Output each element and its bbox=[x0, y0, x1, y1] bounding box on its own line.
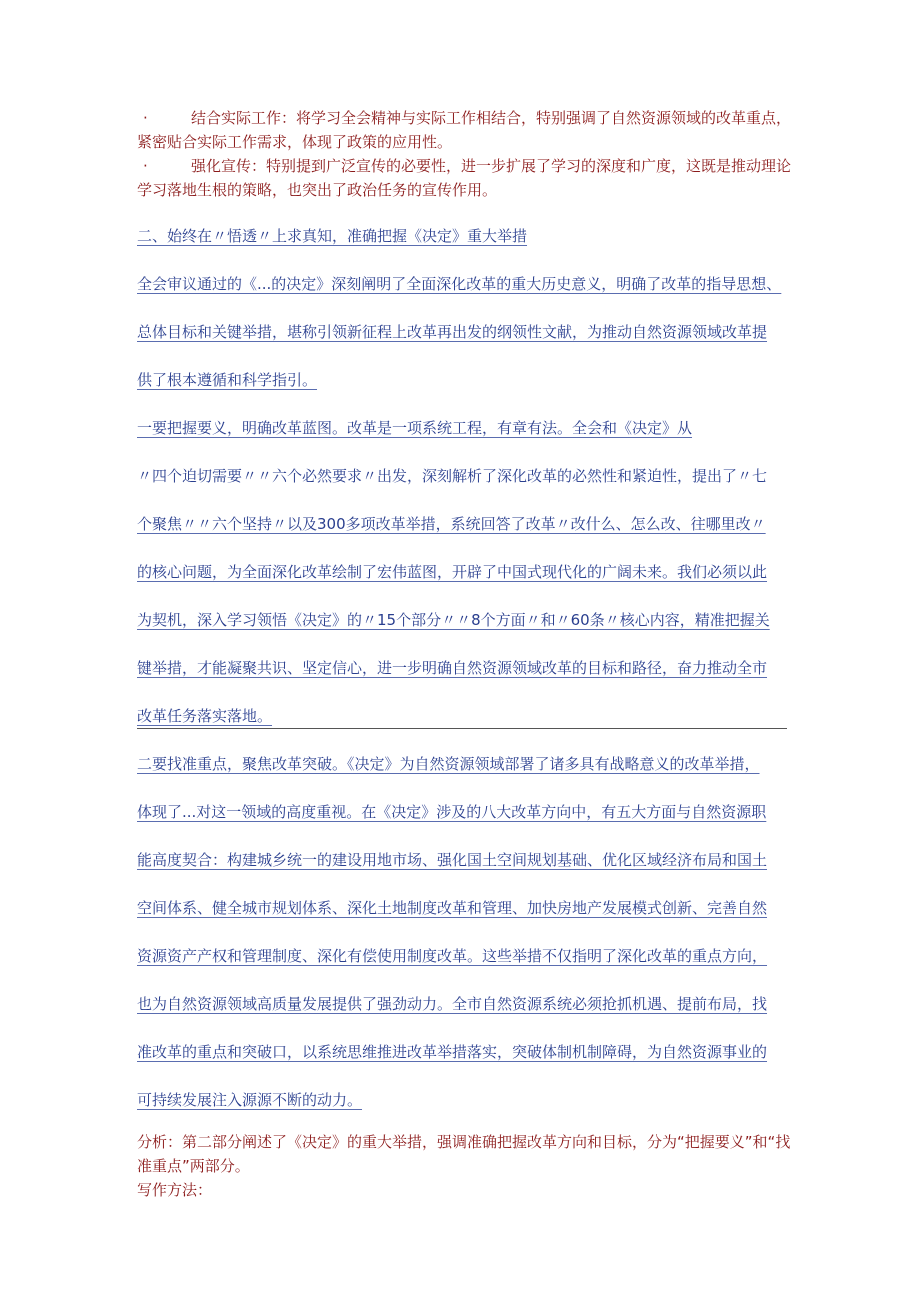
bullet-item bbox=[137, 106, 797, 154]
section-heading: 二、始终在〃悟透〃上求真知，准确把握《决定》重大举措 bbox=[137, 227, 528, 245]
bullet-text: 结合实际工作：将学习全会精神与实际工作相结合，特别强调了自然资源领域的改革重点，紧密贴合实际工作需求，体现了政策的应用性。 bbox=[137, 109, 792, 151]
point1-line: 键举措，才能凝聚共识、坚定信心，进一步明确自然资源领域改革的目标和路径，奋力推动全市 bbox=[137, 659, 768, 677]
point1-line: 一要把握要义，明确改革蓝图。改革是一项系统工程，有章有法。全会和《决定》从 bbox=[137, 419, 693, 437]
point2-line: 体现了...对这一领域的高度重视。在《决定》涉及的八大改革方向中，有五大方面与自然资源职 bbox=[137, 803, 767, 821]
point1-line: 改革任务落实落地。 bbox=[137, 707, 273, 725]
intro-line: 总体目标和关键举措，堪称引领新征程上改革再出发的纲领性文献，为推动自然资源领域改革提 bbox=[137, 323, 768, 341]
writing-method-heading: 写作方法： bbox=[137, 1181, 213, 1199]
intro-line: 供了根本遵循和科学指引。 bbox=[137, 371, 318, 389]
point2-line: 资源资产产权和管理制度、深化有偿使用制度改革。这些举措不仅指明了深化改革的重点方向， bbox=[137, 947, 768, 965]
bullet-text: 强化宣传：特别提到广泛宣传的必要性，进一步扩展了学习的深度和广度，这既是推动理论学习落地生根的策略，也突出了政治任务的宣传作用。 bbox=[137, 157, 792, 199]
point2-line: 二要找准重点，聚焦改革突破。《决定》为自然资源领域部署了诸多具有战略意义的改革举措， bbox=[137, 755, 760, 773]
point2-line: 准改革的重点和突破口，以系统思维推进改革举措落实，突破体制机制障碍，为自然资源事业的 bbox=[137, 1043, 768, 1061]
bullet-dot: · bbox=[143, 157, 148, 175]
point1-line: 个聚焦〃〃六个坚持〃以及300多项改革举措，系统回答了改革〃改什么、怎么改、往哪里改〃 bbox=[137, 515, 766, 533]
bullet-item bbox=[137, 154, 797, 202]
bullet-dot: · bbox=[143, 109, 148, 127]
point2-line: 空间体系、健全城市规划体系、深化土地制度改革和管理、加快房地产发展模式创新、完善自然 bbox=[137, 899, 768, 917]
point2-line: 也为自然资源领域高质量发展提供了强劲动力。全市自然资源系统必须抢抓机遇、提前布局，找 bbox=[137, 995, 768, 1013]
intro-line: 全会审议通过的《...的决定》深刻阐明了全面深化改革的重大历史意义，明确了改革的指导思想、 bbox=[137, 275, 782, 293]
point1-line: 的核心问题，为全面深化改革绘制了宏伟蓝图，开辟了中国式现代化的广阔未来。我们必须以此 bbox=[137, 563, 768, 581]
point2-line: 可持续发展注入源源不断的动力。 bbox=[137, 1091, 363, 1109]
analysis-paragraph: 分析：第二部分阐述了《决定》的重大举措，强调准确把握改革方向和目标，分为“把握要义”和“找准重点”两部分。 bbox=[137, 1133, 791, 1175]
point2-line: 能高度契合：构建城乡统一的建设用地市场、强化国土空间规划基础、优化区域经济布局和国土 bbox=[137, 851, 768, 869]
point1-line: 为契机，深入学习领悟《决定》的〃15个部分〃〃8个方面〃和〃60条〃核心内容，精准把握关 bbox=[137, 611, 770, 629]
divider bbox=[137, 728, 787, 729]
point1-line: 〃四个迫切需要〃〃六个必然要求〃出发，深刻解析了深化改革的必然性和紧迫性，提出了〃七 bbox=[137, 467, 768, 485]
